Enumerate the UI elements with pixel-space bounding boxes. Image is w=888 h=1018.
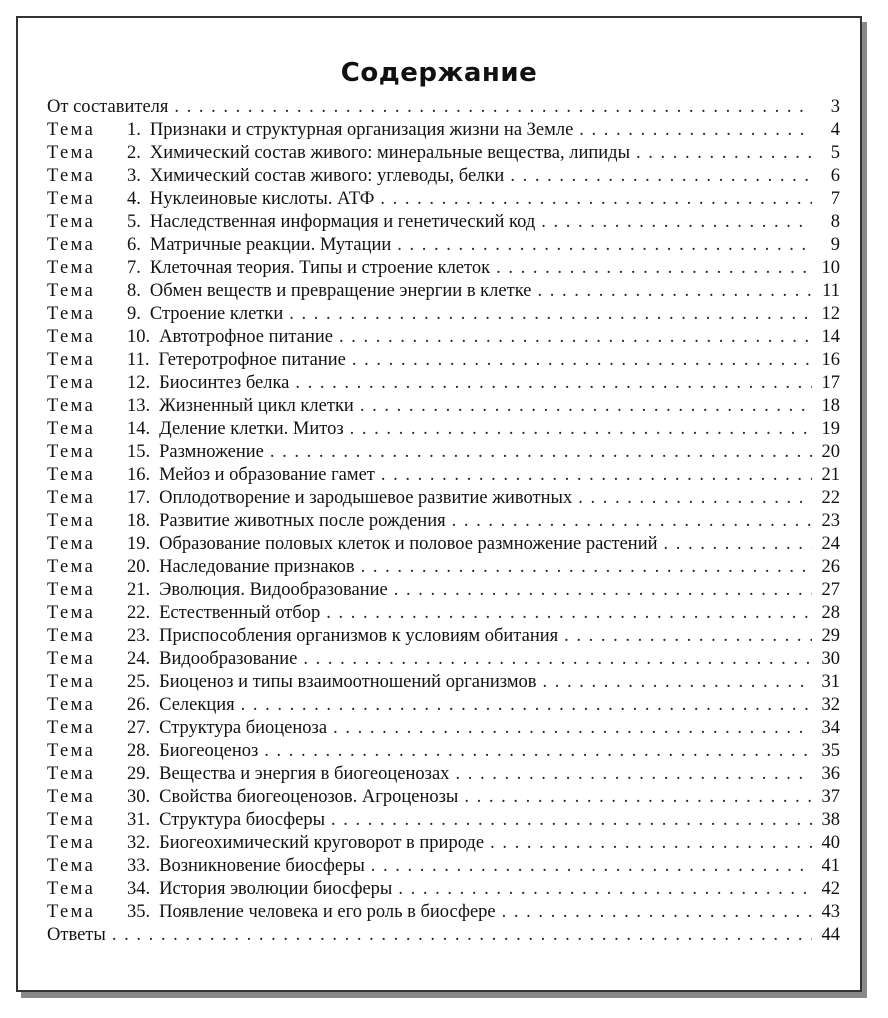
- dot-leader: [270, 441, 812, 464]
- dot-leader: [564, 625, 812, 648]
- topic-number: 30.: [127, 787, 151, 807]
- topic-number: 13.: [127, 396, 151, 416]
- toc-page-number: 27: [821, 580, 840, 600]
- toc-entry-text: Биосинтез белка: [159, 373, 290, 393]
- topic-number: 10.: [127, 327, 151, 347]
- toc-page-number: 35: [821, 741, 840, 761]
- toc-entry-topic[interactable]: [47, 786, 840, 809]
- toc-entry-topic[interactable]: [47, 487, 840, 510]
- dot-leader: [537, 280, 812, 303]
- toc-page-number: 28: [821, 603, 840, 623]
- toc-entry-text: Химический состав живого: углеводы, белки: [149, 166, 505, 186]
- topic-label: Тема: [47, 787, 96, 807]
- dot-leader: [333, 717, 812, 740]
- topic-label: Тема: [47, 718, 96, 738]
- toc-entry-intro[interactable]: [47, 96, 840, 119]
- dot-leader: [455, 763, 812, 786]
- topic-number: 9.: [127, 304, 141, 324]
- dot-leader: [398, 878, 812, 901]
- topic-label: Тема: [47, 396, 96, 416]
- dot-leader: [303, 648, 812, 671]
- toc-entry-topic[interactable]: [47, 556, 840, 579]
- toc-entry-text: Обмен веществ и превращение энергии в клетке: [149, 281, 532, 301]
- topic-number: 6.: [127, 235, 141, 255]
- toc-page-number: 16: [821, 350, 840, 370]
- page-title: Содержание: [340, 58, 538, 88]
- dot-leader: [636, 142, 812, 165]
- topic-number: 21.: [127, 580, 151, 600]
- topic-label: Тема: [47, 672, 96, 692]
- toc-entry-topic[interactable]: [47, 119, 840, 142]
- toc-entry-topic[interactable]: [47, 211, 840, 234]
- topic-label: Тема: [47, 212, 96, 232]
- toc-entry-topic[interactable]: [47, 142, 840, 165]
- toc-entry-text: Приспособления организмов к условиям обитания: [159, 626, 559, 646]
- topic-label: Тема: [47, 603, 96, 623]
- toc-entry-topic[interactable]: [47, 395, 840, 418]
- toc-page-number: 18: [821, 396, 840, 416]
- dot-leader: [174, 96, 812, 119]
- toc-entry-topic[interactable]: [47, 694, 840, 717]
- dot-leader: [394, 579, 812, 602]
- toc-entry-topic[interactable]: [47, 579, 840, 602]
- topic-number: 32.: [127, 833, 151, 853]
- dot-leader: [371, 855, 812, 878]
- toc-entry-topic[interactable]: [47, 671, 840, 694]
- toc-entry-topic[interactable]: [47, 257, 840, 280]
- toc-entry-topic[interactable]: [47, 441, 840, 464]
- toc-entry-topic[interactable]: [47, 717, 840, 740]
- dot-leader: [380, 188, 812, 211]
- toc-entry-text: Появление человека и его роль в биосфере: [159, 902, 496, 922]
- topic-number: 1.: [127, 120, 141, 140]
- topic-label: Тема: [47, 373, 96, 393]
- topic-label: Тема: [47, 419, 96, 439]
- dot-leader: [352, 349, 812, 372]
- dot-leader: [331, 809, 812, 832]
- toc-page-number: 7: [830, 189, 840, 209]
- document-page: [16, 16, 862, 992]
- topic-number: 14.: [127, 419, 151, 439]
- dot-leader: [543, 671, 812, 694]
- dot-leader: [664, 533, 812, 556]
- toc-page-number: 3: [830, 97, 840, 117]
- topic-label: Тема: [47, 465, 96, 485]
- topic-number: 23.: [127, 626, 151, 646]
- topic-number: 18.: [127, 511, 151, 531]
- topic-label: Тема: [47, 580, 96, 600]
- topic-label: Тема: [47, 258, 96, 278]
- toc-entry-text: Биогеоценоз: [159, 741, 259, 761]
- toc-entry-text: Наследственная информация и генетический код: [149, 212, 536, 232]
- toc-page-number: 22: [821, 488, 840, 508]
- topic-number: 2.: [127, 143, 141, 163]
- toc-page-number: 5: [830, 143, 840, 163]
- dot-leader: [289, 303, 812, 326]
- toc-entry-text: Селекция: [159, 695, 235, 715]
- topic-number: 33.: [127, 856, 151, 876]
- topic-label: Тема: [47, 741, 96, 761]
- topic-label: Тема: [47, 166, 96, 186]
- topic-number: 29.: [127, 764, 151, 784]
- toc-page-number: 23: [821, 511, 840, 531]
- toc-page-number: 37: [821, 787, 840, 807]
- toc-entry-text: Вещества и энергия в биогеоценозах: [159, 764, 450, 784]
- topic-label: Тема: [47, 764, 96, 784]
- topic-label: Тема: [47, 879, 96, 899]
- toc-entry-topic[interactable]: [47, 303, 840, 326]
- topic-number: 28.: [127, 741, 151, 761]
- toc-entry-text: Естественный отбор: [159, 603, 321, 623]
- toc-page-number: 38: [821, 810, 840, 830]
- topic-label: Тема: [47, 626, 96, 646]
- topic-label: Тема: [47, 534, 96, 554]
- toc-entry-text: Биогеохимический круговорот в природе: [159, 833, 485, 853]
- topic-label: Тема: [47, 856, 96, 876]
- topic-number: 7.: [127, 258, 141, 278]
- toc-entry-text: Ответы: [47, 925, 106, 945]
- toc-page-number: 4: [830, 120, 840, 140]
- topic-number: 8.: [127, 281, 141, 301]
- topic-label: Тема: [47, 442, 96, 462]
- topic-label: Тема: [47, 833, 96, 853]
- toc-entry-topic[interactable]: [47, 326, 840, 349]
- toc-entry-text: Эволюция. Видообразование: [159, 580, 388, 600]
- toc-entry-topic[interactable]: [47, 533, 840, 556]
- toc-entry-topic[interactable]: [47, 763, 840, 786]
- topic-number: 22.: [127, 603, 151, 623]
- topic-number: 26.: [127, 695, 151, 715]
- toc-entry-topic[interactable]: [47, 349, 840, 372]
- toc-entry-topic[interactable]: [47, 510, 840, 533]
- toc-entry-text: Нуклеиновые кислоты. АТФ: [149, 189, 375, 209]
- toc-entry-topic[interactable]: [47, 234, 840, 257]
- toc-entry-text: Свойства биогеоценозов. Агроценозы: [159, 787, 459, 807]
- topic-label: Тема: [47, 350, 96, 370]
- toc-entry-text: Возникновение биосферы: [159, 856, 365, 876]
- topic-label: Тема: [47, 695, 96, 715]
- toc-page-number: 14: [821, 327, 840, 347]
- toc-page-number: 36: [821, 764, 840, 784]
- toc-entry-text: От составителя: [47, 97, 169, 117]
- toc-page-number: 31: [821, 672, 840, 692]
- toc-page-number: 29: [821, 626, 840, 646]
- topic-label: Тема: [47, 511, 96, 531]
- toc-entry-topic[interactable]: [47, 418, 840, 441]
- toc-page-number: 30: [821, 649, 840, 669]
- dot-leader: [464, 786, 812, 809]
- toc-entry-text: Гетеротрофное питание: [158, 350, 346, 370]
- topic-label: Тема: [47, 810, 96, 830]
- toc-page-number: 10: [821, 258, 840, 278]
- topic-label: Тема: [47, 189, 96, 209]
- toc-page-number: 44: [821, 925, 840, 945]
- toc-entry-text: Развитие животных после рождения: [159, 511, 446, 531]
- toc-entry-topic[interactable]: [47, 625, 840, 648]
- topic-number: 20.: [127, 557, 151, 577]
- topic-label: Тема: [47, 649, 96, 669]
- toc-page-number: 41: [821, 856, 840, 876]
- toc-entry-text: Химический состав живого: минеральные вещества, липиды: [149, 143, 630, 163]
- toc-entry-topic[interactable]: [47, 832, 840, 855]
- toc-page-number: 11: [822, 281, 840, 301]
- toc-page-number: 43: [821, 902, 840, 922]
- topic-number: 15.: [127, 442, 151, 462]
- toc-page-number: 12: [821, 304, 840, 324]
- toc-page-number: 20: [821, 442, 840, 462]
- topic-number: 27.: [127, 718, 151, 738]
- dot-leader: [490, 832, 812, 855]
- dot-leader: [112, 924, 812, 947]
- toc-entry-text: Деление клетки. Митоз: [159, 419, 344, 439]
- dot-leader: [241, 694, 812, 717]
- dot-leader: [339, 326, 812, 349]
- toc-page-number: 42: [821, 879, 840, 899]
- topic-label: Тема: [47, 327, 96, 347]
- toc-entry-text: История эволюции биосферы: [159, 879, 393, 899]
- toc-entry-text: Образование половых клеток и половое размножение растений: [159, 534, 658, 554]
- topic-label: Тема: [47, 304, 96, 324]
- toc-entry-answers[interactable]: [47, 924, 840, 947]
- toc-entry-text: Видообразование: [159, 649, 298, 669]
- toc-entry-text: Структура биосферы: [159, 810, 326, 830]
- toc-page-number: 24: [821, 534, 840, 554]
- topic-label: Тема: [47, 281, 96, 301]
- topic-label: Тема: [47, 557, 96, 577]
- toc-page-number: 26: [821, 557, 840, 577]
- toc-entry-text: Жизненный цикл клетки: [159, 396, 354, 416]
- dot-leader: [579, 119, 812, 142]
- toc-entry-topic[interactable]: [47, 740, 840, 763]
- toc-page-number: 40: [821, 833, 840, 853]
- dot-leader: [541, 211, 812, 234]
- toc-entry-topic[interactable]: [47, 648, 840, 671]
- topic-number: 35.: [127, 902, 151, 922]
- topic-label: Тема: [47, 120, 96, 140]
- toc-page-number: 19: [821, 419, 840, 439]
- toc-entry-text: Автотрофное питание: [159, 327, 333, 347]
- toc-entry-topic[interactable]: [47, 901, 840, 924]
- toc-entry-text: Признаки и структурная организация жизни на Земле: [149, 120, 574, 140]
- toc-entry-text: Структура биоценоза: [159, 718, 328, 738]
- toc-entry-topic[interactable]: [47, 602, 840, 625]
- toc-entry-text: Строение клетки: [149, 304, 284, 324]
- toc-entry-text: Оплодотворение и зародышевое развитие животных: [159, 488, 573, 508]
- toc-entry-topic[interactable]: [47, 809, 840, 832]
- toc-page-number: 21: [821, 465, 840, 485]
- topic-number: 16.: [127, 465, 151, 485]
- topic-number: 34.: [127, 879, 151, 899]
- dot-leader: [264, 740, 812, 763]
- table-of-contents: [47, 96, 840, 947]
- toc-entry-topic[interactable]: [47, 372, 840, 395]
- toc-entry-topic[interactable]: [47, 878, 840, 901]
- dot-leader: [496, 257, 812, 280]
- dot-leader: [452, 510, 812, 533]
- toc-entry-text: Наследование признаков: [159, 557, 355, 577]
- topic-number: 3.: [127, 166, 141, 186]
- topic-number: 12.: [127, 373, 151, 393]
- topic-label: Тема: [47, 902, 96, 922]
- toc-entry-topic[interactable]: [47, 855, 840, 878]
- dot-leader: [361, 556, 812, 579]
- toc-entry-topic[interactable]: [47, 188, 840, 211]
- toc-entry-topic[interactable]: [47, 280, 840, 303]
- topic-number: 25.: [127, 672, 151, 692]
- dot-leader: [295, 372, 812, 395]
- topic-list: [47, 119, 840, 924]
- toc-entry-topic[interactable]: [47, 165, 840, 188]
- toc-page-number: 6: [830, 166, 840, 186]
- toc-page-number: 32: [821, 695, 840, 715]
- toc-page-number: 17: [821, 373, 840, 393]
- topic-number: 11.: [127, 350, 150, 370]
- dot-leader: [350, 418, 812, 441]
- topic-label: Тема: [47, 143, 96, 163]
- toc-entry-text: Биоценоз и типы взаимоотношений организмов: [159, 672, 537, 692]
- toc-entry-text: Матричные реакции. Мутации: [149, 235, 392, 255]
- topic-number: 24.: [127, 649, 151, 669]
- toc-entry-text: Мейоз и образование гамет: [159, 465, 375, 485]
- topic-number: 5.: [127, 212, 141, 232]
- toc-page-number: 9: [830, 235, 840, 255]
- dot-leader: [578, 487, 812, 510]
- dot-leader: [502, 901, 812, 924]
- topic-number: 31.: [127, 810, 151, 830]
- toc-entry-topic[interactable]: [47, 464, 840, 487]
- dot-leader: [397, 234, 812, 257]
- topic-label: Тема: [47, 488, 96, 508]
- toc-page-number: 8: [830, 212, 840, 232]
- toc-entry-text: Размножение: [159, 442, 264, 462]
- topic-label: Тема: [47, 235, 96, 255]
- topic-number: 19.: [127, 534, 151, 554]
- dot-leader: [360, 395, 812, 418]
- dot-leader: [326, 602, 812, 625]
- topic-number: 17.: [127, 488, 151, 508]
- dot-leader: [510, 165, 812, 188]
- toc-entry-text: Клеточная теория. Типы и строение клеток: [149, 258, 491, 278]
- dot-leader: [381, 464, 812, 487]
- topic-number: 4.: [127, 189, 141, 209]
- toc-page-number: 34: [821, 718, 840, 738]
